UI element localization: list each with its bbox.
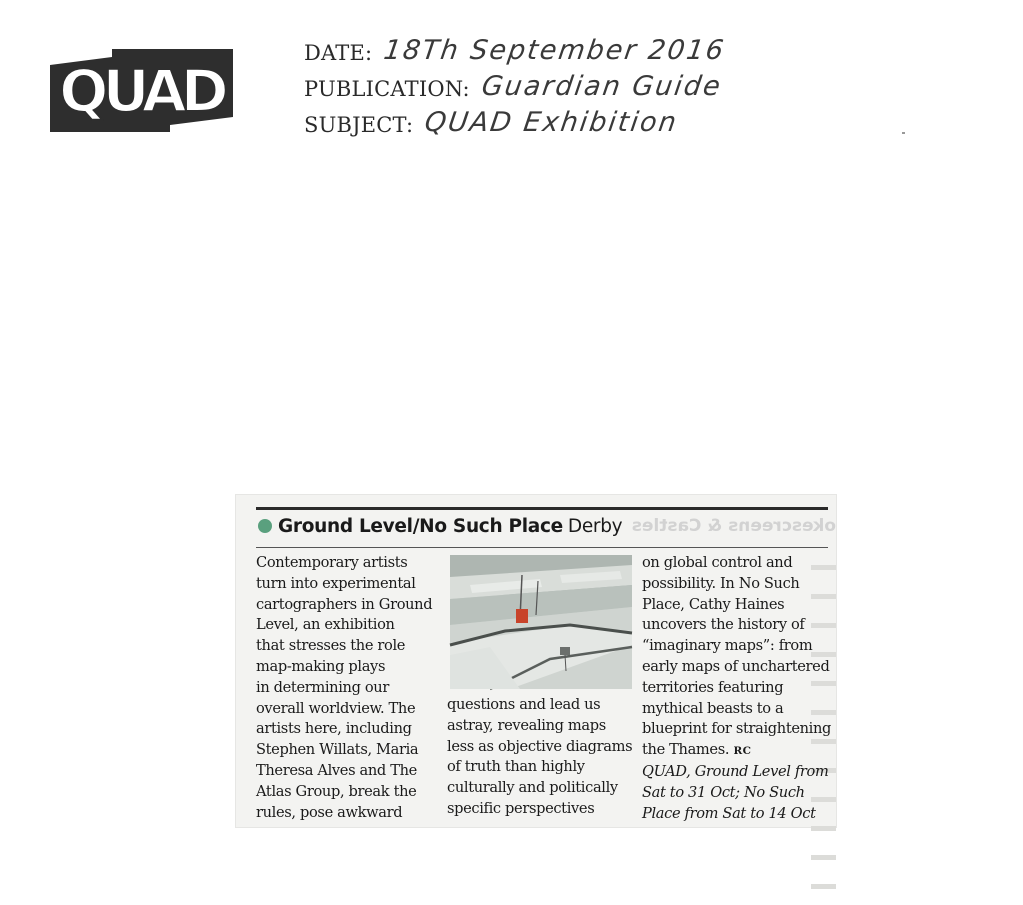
listing-info: QUAD, Ground Level from Sat to 31 Oct; No Such Place from Sat to 14 Oct	[642, 762, 829, 822]
subject-value: QUAD Exhibition	[423, 107, 681, 138]
column-3-body	[642, 553, 832, 762]
date-label: DATE:	[304, 41, 373, 65]
author-credit: RC	[733, 745, 752, 758]
article-column-3	[642, 553, 832, 824]
column-1-text: Contemporary artists turn into experimental cartographers in Ground Level, an exhibition that stresses the role map-making plays in determining our overall worldview. The artists here, including Stephen Willats, Maria Theresa Alves and The Atlas Group, break the rules, pose awkward	[256, 554, 433, 821]
column-2-text: questions and lead us astray, revealing maps less as objective diagrams of truth than highly culturally and politically specific perspectives	[447, 696, 633, 817]
publication-value: Guardian Guide	[479, 71, 724, 102]
top-rule	[256, 507, 828, 510]
subject-row	[304, 100, 904, 136]
headline-rule	[256, 547, 828, 548]
article-column-2	[447, 695, 637, 820]
date-value: 18Th September 2016	[381, 35, 728, 66]
publication-label: PUBLICATION:	[304, 77, 470, 101]
article-headline	[258, 514, 622, 538]
clipping-metadata	[304, 28, 904, 136]
subject-label: SUBJECT:	[304, 113, 414, 137]
logo-text: QUAD	[59, 57, 223, 125]
headline-location: Derby	[567, 515, 623, 537]
scan-speck	[902, 132, 905, 134]
headline-title: Ground Level/No Such Place	[278, 515, 563, 537]
article-photo	[450, 555, 632, 689]
column-3-text: on global control and possibility. In No Such Place, Cathy Haines uncovers the history of “imaginary maps”: from early maps of unchartered territories featuring mythical beasts to a blueprint for straightening the Thames.	[642, 554, 832, 759]
date-row	[304, 28, 904, 64]
newspaper-clipping	[236, 495, 836, 827]
publication-row	[304, 64, 904, 100]
quad-logo	[50, 49, 233, 132]
bullet-icon	[258, 519, 272, 533]
bleed-through-heading: okescreens & Castles	[631, 516, 836, 536]
article-column-1	[256, 553, 446, 823]
